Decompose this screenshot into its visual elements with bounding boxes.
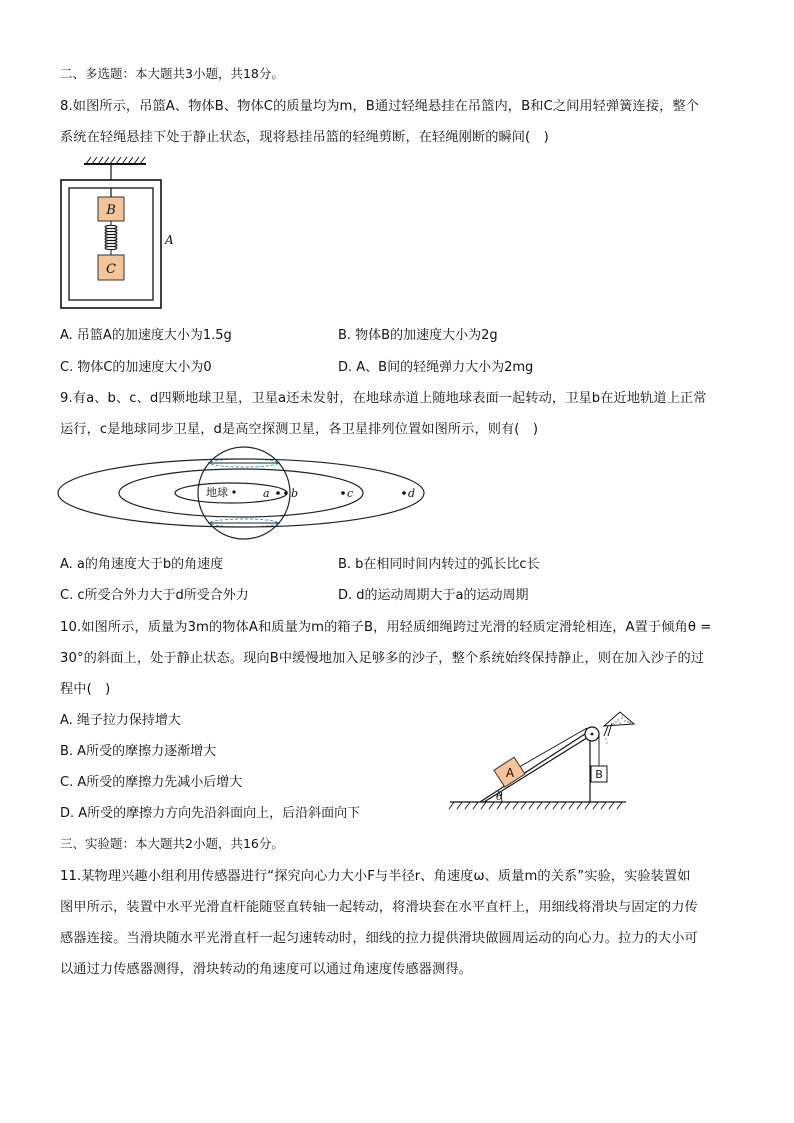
q8-option-d: D. A、B间的轻绳弹力大小为2mg <box>338 360 534 375</box>
block-b-label: B <box>106 203 116 218</box>
section-heading-multiple-choice: 二、多选题：本大题共3小题，共18分。 <box>60 66 284 81</box>
sat-d-dot <box>402 491 406 495</box>
q8-option-a: A. 吊篮A的加速度大小为1.5g <box>60 328 232 343</box>
q10-stem-line1: 10.如图所示，质量为3m的物体A和质量为m的箱子B，用轻质细绳跨过光滑的轻质定滑轮相连，A置于倾角θ = <box>60 620 712 635</box>
q8-stem-line2: 系统在轻绳悬挂下处于静止状态，现将悬挂吊篮的轻绳剪断，在轻绳刚断的瞬间( ) <box>60 130 549 145</box>
q10-incline-figure <box>444 710 644 818</box>
q11-stem-line4: 以通过力传感器测得，滑块转动的角速度可以通过角速度传感器测得。 <box>60 962 472 977</box>
sat-d-label: d <box>408 487 416 500</box>
ceiling-hatch <box>86 157 145 164</box>
sat-a-dot <box>276 491 280 495</box>
sat-c-dot <box>341 491 345 495</box>
basket-label-a: A <box>165 233 174 247</box>
q10-stem-line2: 30°的斜面上，处于静止状态。现向B中缓慢地加入足够多的沙子，整个系统始终保持静止，则在加入沙子的过 <box>60 651 705 666</box>
q8-option-b: B. 物体B的加速度大小为2g <box>338 328 498 343</box>
sat-a-label: a <box>263 487 270 500</box>
q8-basket-figure <box>58 154 188 312</box>
q9-option-c: C. c所受合外力大于d所受合外力 <box>60 588 249 603</box>
pulley-axle <box>591 733 594 736</box>
q10-option-b: B. A所受的摩擦力逐渐增大 <box>60 744 217 759</box>
box-b-label: B <box>595 768 603 781</box>
rope-incline <box>514 728 587 770</box>
earth-center-dot <box>232 490 235 493</box>
earth-label: 地球 <box>206 486 228 499</box>
section-heading-experiment: 三、实验题：本大题共2小题，共16分。 <box>60 836 284 851</box>
q11-stem-line3: 感器连接。当滑块随水平光滑直杆一起匀速转动时，细线的拉力提供滑块做圆周运动的向心力。拉力的大小可 <box>60 931 698 946</box>
q8-stem-line1: 8.如图所示，吊篮A、物体B、物体C的质量均为m，B通过轻绳悬挂在吊篮内，B和C之间用轻弹簧连接，整个 <box>60 99 699 114</box>
ground-hatch <box>449 802 622 809</box>
block-a-label: A <box>505 766 515 780</box>
q9-stem-line1: 9.有a、b、c、d四颗地球卫星，卫星a还未发射，在地球赤道上随地球表面一起转动，卫星b在近地轨道上正常 <box>60 391 707 406</box>
spring <box>105 221 117 255</box>
sat-b-label: b <box>291 487 299 500</box>
q9-stem-line2: 运行，c是地球同步卫星，d是高空探测卫星，各卫星排列位置如图所示，则有( ) <box>60 422 539 437</box>
q10-option-d: D. A所受的摩擦力方向先沿斜面向上，后沿斜面向下 <box>60 806 361 821</box>
q10-option-c: C. A所受的摩擦力先减小后增大 <box>60 775 243 790</box>
q9-orbit-figure <box>56 446 428 542</box>
sat-b-dot <box>284 491 288 495</box>
q11-stem-line1: 11.某物理兴趣小组利用传感器进行“探究向心力大小F与半径r、角速度ω、质量m的关系”实验，实验装置如 <box>60 869 691 884</box>
q9-option-b: B. b在相同时间内转过的弧长比c长 <box>338 557 540 572</box>
q9-option-a: A. a的角速度大于b的角速度 <box>60 557 224 572</box>
q10-option-a: A. 绳子拉力保持增大 <box>60 713 181 728</box>
angle-theta-label: θ <box>496 790 503 803</box>
sat-c-label: c <box>347 487 354 500</box>
q9-option-d: D. d的运动周期大于a的运动周期 <box>338 588 529 603</box>
q10-stem-line3: 程中( ) <box>60 682 111 697</box>
sand-funnel <box>604 712 634 744</box>
q11-stem-line2: 图甲所示，装置中水平光滑直杆能随竖直转轴一起转动，将滑块套在水平直杆上，用细线将滑块与固定的力传 <box>60 900 698 915</box>
q8-option-c: C. 物体C的加速度大小为0 <box>60 360 212 375</box>
block-c-label: C <box>106 262 116 277</box>
